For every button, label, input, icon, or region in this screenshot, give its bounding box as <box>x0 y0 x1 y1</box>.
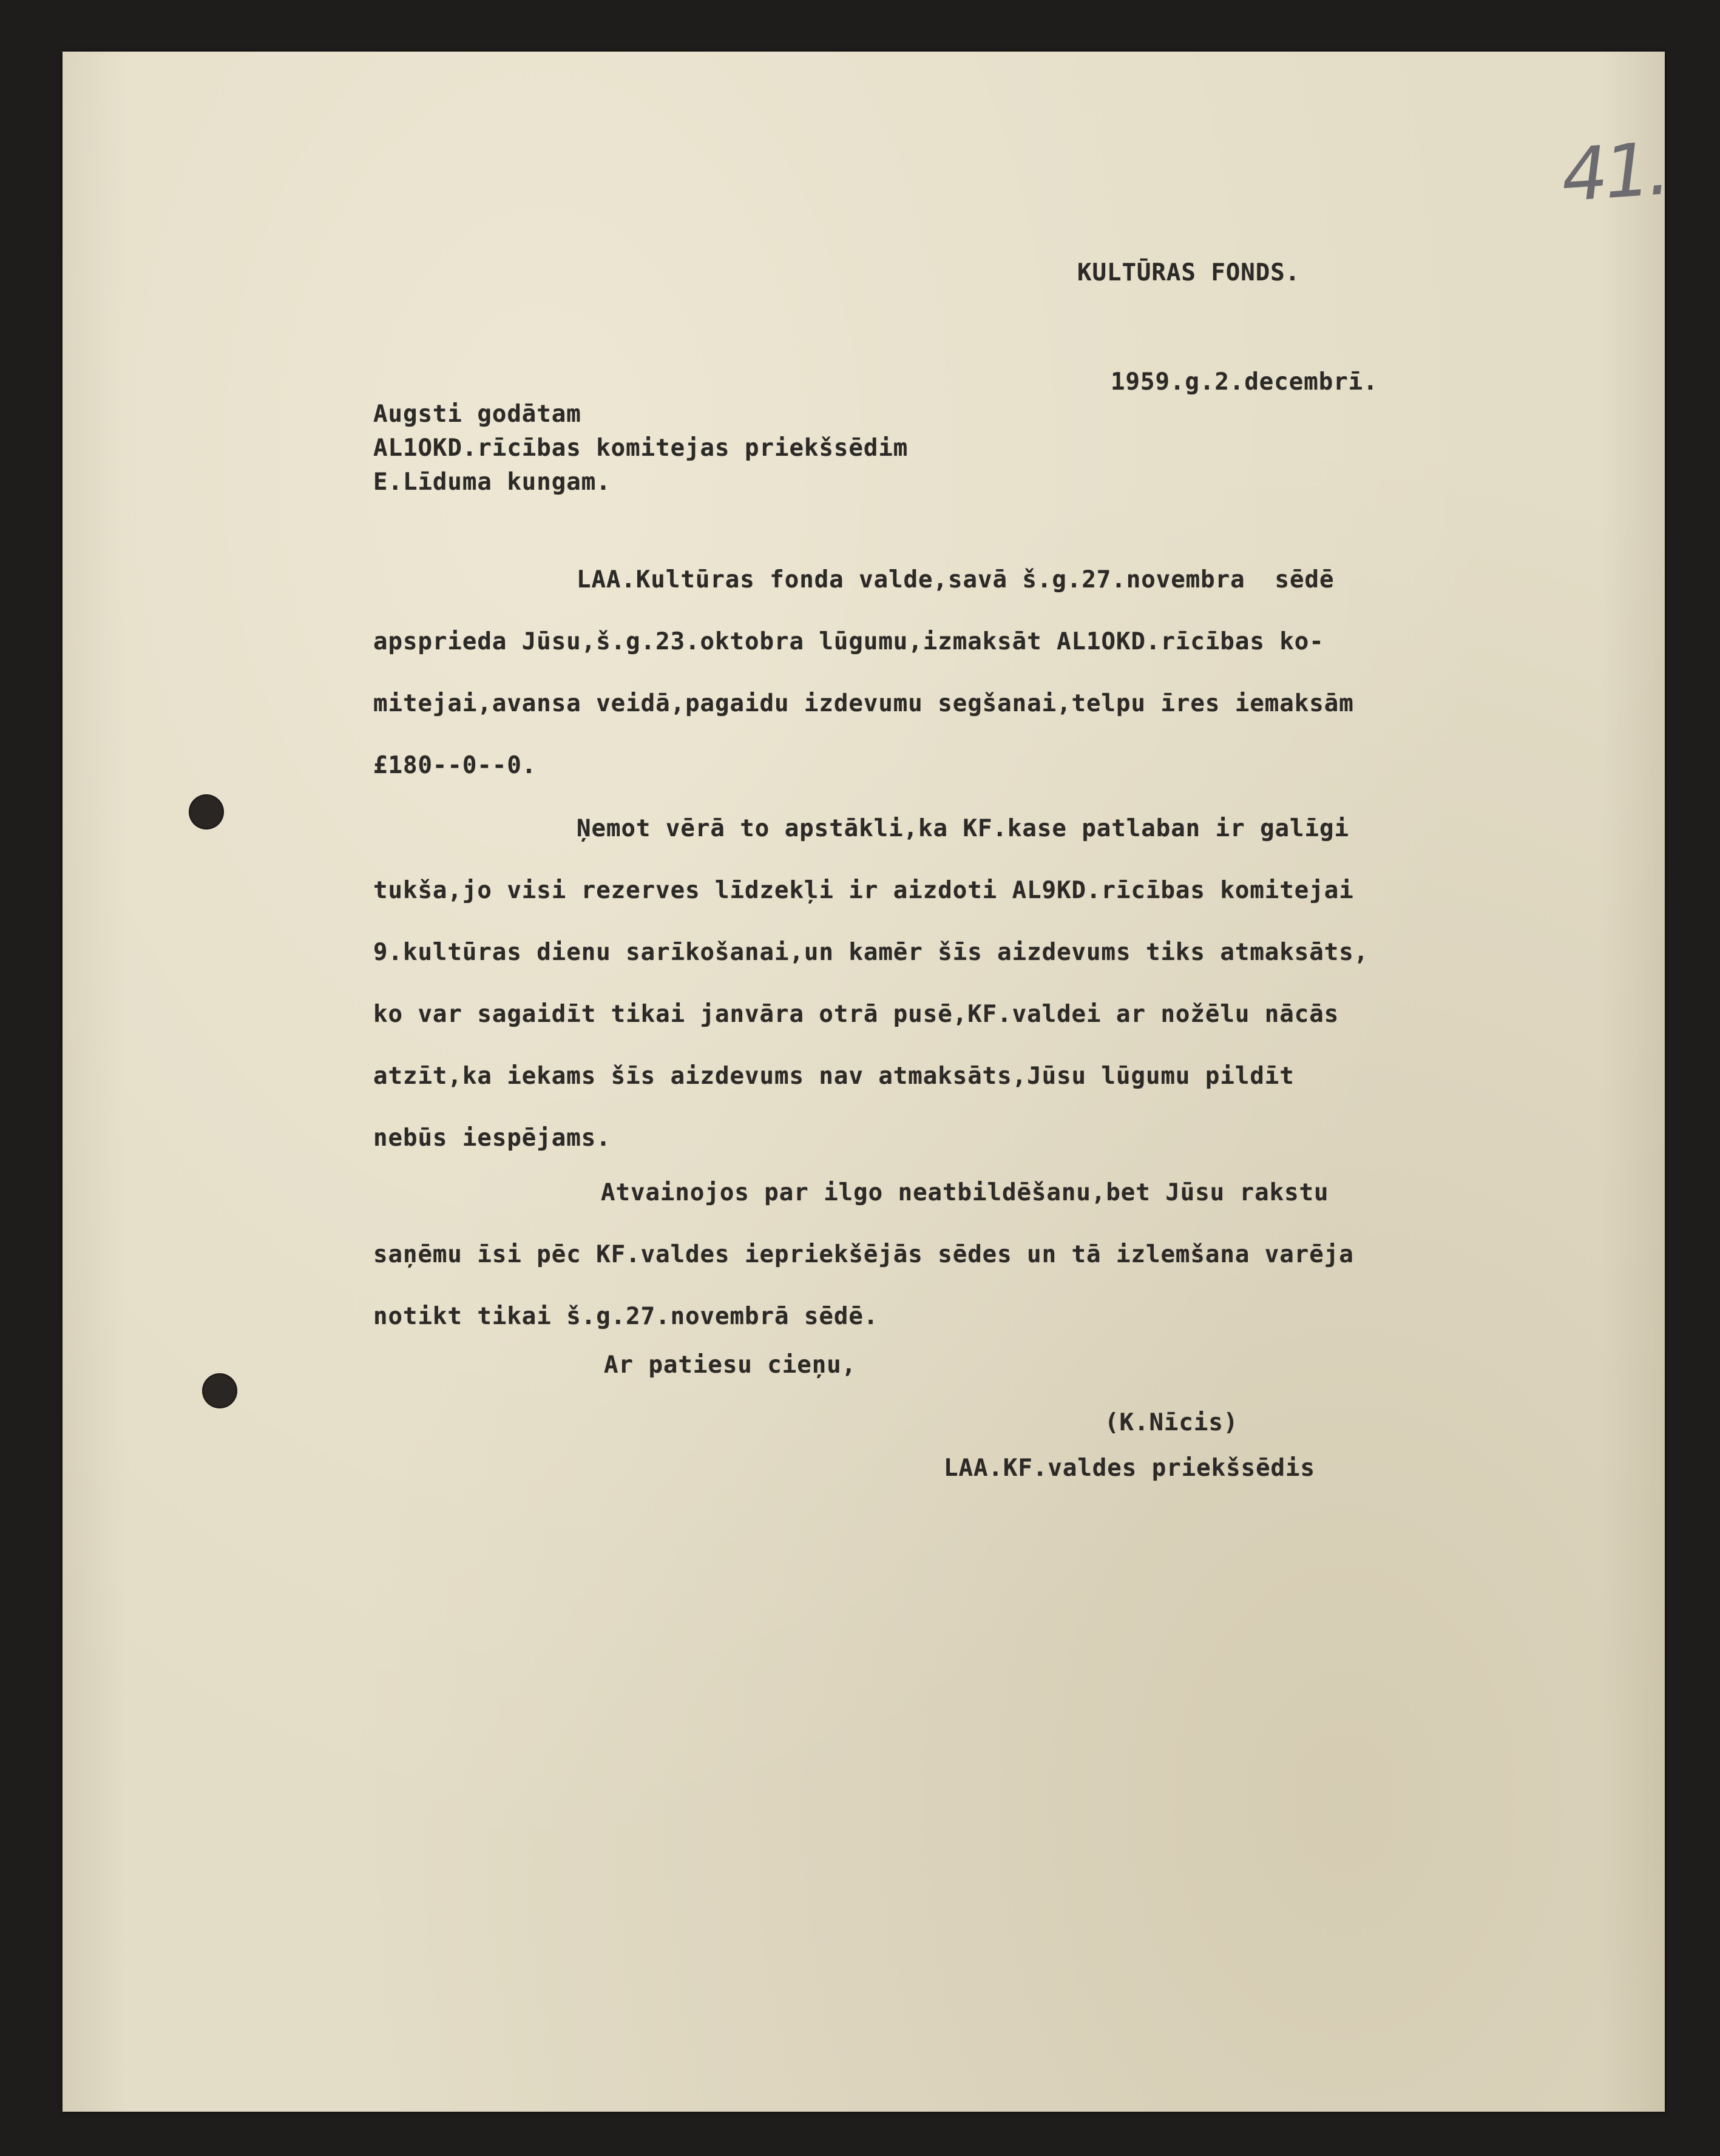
paragraph-line: LAA.Kultūras fonda valde,savā š.g.27.novembra sēdē <box>577 566 1335 593</box>
paragraph-line: atzīt,ka iekams šīs aizdevums nav atmaksāts,Jūsu lūgumu pildīt <box>373 1063 1295 1090</box>
body-paragraph-1 <box>373 549 1354 797</box>
punch-hole <box>189 794 224 830</box>
paragraph-line: tukša,jo visi rezerves līdzekļi ir aizdoti AL9KD.rīcības komitejai <box>373 877 1354 904</box>
signature-name: (K.Nīcis) <box>1105 1409 1239 1436</box>
paragraph-line: nebūs iespējams. <box>373 1124 611 1152</box>
body-paragraph-2 <box>373 798 1369 1169</box>
letter-date: 1959.g.2.decembrī. <box>1111 368 1378 396</box>
paragraph-line: saņēmu īsi pēc KF.valdes iepriekšējās sēdes un tā izlemšana varēja <box>373 1241 1354 1268</box>
paragraph-line: Atvainojos par ilgo neatbildēšanu,bet Jūsu rakstu <box>601 1179 1329 1206</box>
paragraph-line: notikt tikai š.g.27.novembrā sēdē. <box>373 1303 879 1330</box>
signature-title: LAA.KF.valdes priekšsēdis <box>944 1455 1315 1482</box>
recipient-address <box>373 397 908 499</box>
address-line: AL1OKD.rīcības komitejas priekšsēdim <box>373 434 909 462</box>
paragraph-line: mitejai,avansa veidā,pagaidu izdevumu segšanai,telpu īres iemaksām <box>373 690 1354 717</box>
address-line: Augsti godātam <box>373 400 581 428</box>
handwritten-folio-number: 41. <box>1559 127 1670 218</box>
body-paragraph-3 <box>373 1162 1354 1348</box>
paragraph-line: Ņemot vērā to apstākli,ka KF.kase patlaban ir galīgi <box>577 815 1349 842</box>
closing-salutation: Ar patiesu cieņu, <box>604 1351 857 1379</box>
letterhead-heading: KULTŪRAS FONDS. <box>1077 259 1301 286</box>
paragraph-line: 9.kultūras dienu sarīkošanai,un kamēr šīs aizdevums tiks atmaksāts, <box>373 939 1369 966</box>
paragraph-line: ko var sagaidīt tikai janvāra otrā pusē,KF.valdei ar nožēlu nācās <box>373 1001 1339 1028</box>
paragraph-line: £180--0--0. <box>373 752 537 779</box>
address-line: E.Līduma kungam. <box>373 468 611 496</box>
paragraph-line: apsprieda Jūsu,š.g.23.oktobra lūgumu,izmaksāt AL1OKD.rīcības ko- <box>373 628 1324 655</box>
punch-hole <box>202 1373 237 1408</box>
